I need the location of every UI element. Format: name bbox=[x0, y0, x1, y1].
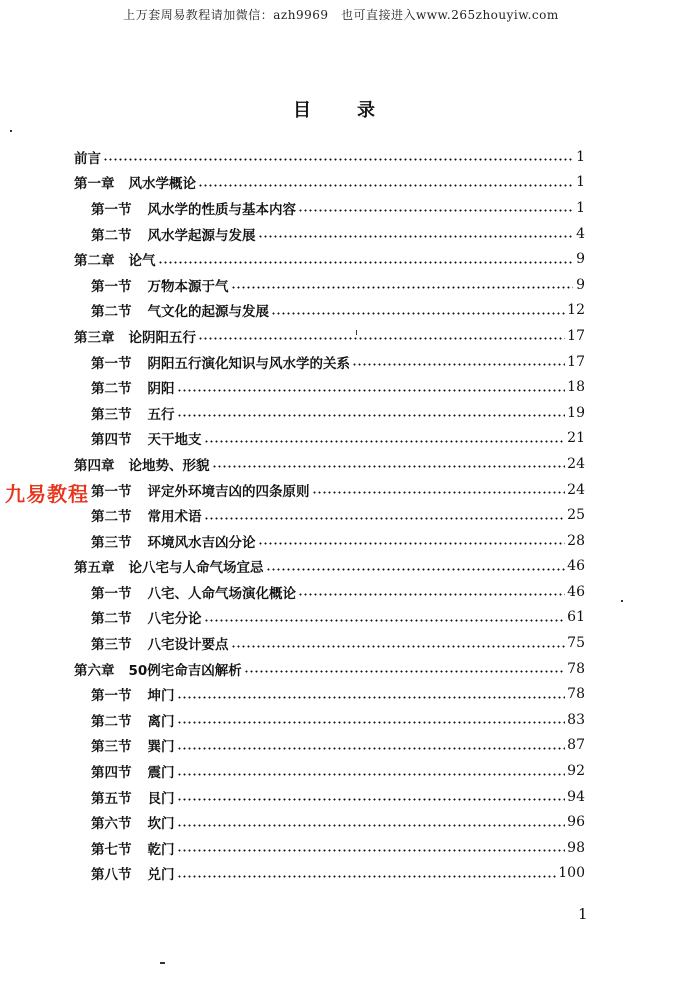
toc-page-number: 1 bbox=[576, 174, 585, 191]
dot-leader bbox=[177, 747, 566, 750]
footer-page-number: 1 bbox=[578, 905, 588, 923]
toc-entry-number: 第一节 bbox=[91, 278, 132, 295]
toc-entry-label bbox=[91, 428, 202, 448]
toc-entry-label bbox=[74, 172, 196, 192]
toc-chapter-row bbox=[74, 451, 585, 477]
toc-section-row bbox=[74, 758, 585, 784]
dot-leader bbox=[231, 286, 574, 289]
dot-leader bbox=[177, 773, 566, 776]
dot-leader bbox=[198, 337, 565, 340]
toc-entry-title: 八宅分论 bbox=[147, 611, 202, 628]
toc-page-number: 83 bbox=[567, 711, 585, 728]
toc-entry-title: 评定外环境吉凶的四条原则 bbox=[147, 483, 310, 500]
toc-page-number: 28 bbox=[567, 532, 585, 549]
toc-page-number: 9 bbox=[576, 276, 585, 293]
toc-page-number: 78 bbox=[567, 660, 585, 677]
toc-entry-title: 八宅、人命气场演化概论 bbox=[147, 585, 296, 602]
toc-page-number: 12 bbox=[567, 302, 585, 319]
toc-page-number: 98 bbox=[567, 839, 585, 856]
toc-page-number: 1 bbox=[576, 148, 585, 165]
toc-entry-number: 第二节 bbox=[91, 509, 132, 526]
dot-leader bbox=[177, 849, 566, 852]
toc-entry-number: 第一节 bbox=[91, 688, 132, 705]
toc-section-row bbox=[74, 809, 585, 835]
toc-entry-number: 第一节 bbox=[91, 585, 132, 602]
toc-entry-number: 第二章 bbox=[74, 253, 115, 270]
dot-leader bbox=[204, 440, 566, 443]
toc-page-number: 9 bbox=[576, 251, 585, 268]
toc-page-number: 75 bbox=[567, 635, 585, 652]
toc-entry-label bbox=[91, 582, 296, 602]
toc-page-number: 46 bbox=[567, 583, 585, 600]
toc-page-number: 61 bbox=[567, 609, 585, 626]
toc-chapter-row bbox=[74, 170, 585, 196]
toc-section-row bbox=[74, 707, 585, 733]
toc-page-number: 87 bbox=[567, 737, 585, 754]
toc-entry-number: 第六节 bbox=[91, 816, 132, 833]
toc-page-number: 46 bbox=[567, 558, 585, 575]
toc-page-number: 1 bbox=[576, 199, 585, 216]
toc-entry-title: 艮门 bbox=[147, 790, 175, 807]
toc-entry-label bbox=[74, 556, 264, 576]
header-note: 上万套周易教程请加微信：azh9969 也可直接进入www.265zhouyiw.com bbox=[123, 8, 559, 22]
toc-page-number: 4 bbox=[576, 225, 585, 242]
toc-entry-label bbox=[91, 275, 229, 295]
toc-entry-number: 第四节 bbox=[91, 432, 132, 449]
toc-entry-title: 论地势、形貌 bbox=[128, 457, 210, 474]
toc-entry-number: 第六章 bbox=[74, 662, 115, 679]
toc-entry-title: 离门 bbox=[147, 713, 175, 730]
toc-chapter-row bbox=[74, 323, 585, 349]
toc-entry-label bbox=[91, 224, 256, 244]
toc-section-row bbox=[74, 681, 585, 707]
scan-speck bbox=[356, 330, 357, 335]
toc-entry-title: 50例宅命吉凶解析 bbox=[128, 662, 242, 679]
toc-entry-number: 第二节 bbox=[91, 713, 132, 730]
toc-section-row bbox=[74, 630, 585, 656]
toc-entry-label bbox=[74, 454, 210, 474]
toc-entry-title: 坤门 bbox=[147, 688, 175, 705]
dot-leader bbox=[177, 721, 566, 724]
toc-entry-title: 坎门 bbox=[147, 816, 175, 833]
toc-section-row bbox=[74, 374, 585, 400]
toc-section-row bbox=[74, 221, 585, 247]
toc-page-number: 92 bbox=[567, 763, 585, 780]
toc-entry-number: 第二节 bbox=[91, 304, 132, 321]
dot-leader bbox=[177, 824, 566, 827]
toc-section-row bbox=[74, 349, 585, 375]
toc-entry-number: 第五节 bbox=[91, 790, 132, 807]
toc-entry-number: 第三章 bbox=[74, 329, 115, 346]
toc-section-row bbox=[74, 784, 585, 810]
toc-entry-label bbox=[91, 403, 175, 423]
scan-speck bbox=[10, 130, 12, 132]
toc-entry-label bbox=[91, 198, 296, 218]
toc-entry-number: 第八节 bbox=[91, 867, 132, 884]
scan-speck bbox=[621, 600, 623, 602]
toc-entry-number: 第一节 bbox=[91, 201, 132, 218]
dot-leader bbox=[312, 491, 566, 494]
toc-entry-label bbox=[91, 300, 269, 320]
dot-leader bbox=[231, 645, 566, 648]
toc-chapter-row bbox=[74, 246, 585, 272]
toc-entry-label bbox=[91, 684, 175, 704]
toc-section-row bbox=[74, 733, 585, 759]
toc-page-number: 17 bbox=[567, 353, 585, 370]
toc-entry-title: 论八宅与人命气场宜忌 bbox=[128, 560, 264, 577]
toc-entry-title: 气文化的起源与发展 bbox=[147, 304, 269, 321]
toc-section-row bbox=[74, 835, 585, 861]
toc-page-number: 78 bbox=[567, 686, 585, 703]
dot-leader bbox=[204, 619, 566, 622]
dot-leader bbox=[298, 209, 573, 212]
toc-entry-label bbox=[91, 377, 175, 397]
toc-entry-label bbox=[74, 659, 242, 679]
toc-entry-label bbox=[91, 505, 202, 525]
toc-entry-label bbox=[74, 326, 196, 346]
toc-entry-label bbox=[91, 531, 256, 551]
toc-entry-label bbox=[91, 480, 310, 500]
toc-entry-label bbox=[74, 147, 101, 167]
dot-leader bbox=[177, 875, 557, 878]
toc-page-number: 19 bbox=[567, 404, 585, 421]
scan-speck bbox=[160, 962, 165, 964]
toc-section-row bbox=[74, 477, 585, 503]
toc-page-number: 25 bbox=[567, 507, 585, 524]
toc-section-row bbox=[74, 861, 585, 887]
toc-entry-title: 风水学概论 bbox=[128, 176, 196, 193]
toc-section-row bbox=[74, 272, 585, 298]
dot-leader bbox=[271, 312, 565, 315]
toc-section-row bbox=[74, 298, 585, 324]
watermark-logo: 九易教程 bbox=[5, 482, 89, 506]
dot-leader bbox=[352, 363, 565, 366]
toc-entry-number: 第四章 bbox=[74, 457, 115, 474]
toc-section-row bbox=[74, 400, 585, 426]
dot-leader bbox=[177, 696, 566, 699]
toc-entry-title: 八宅设计要点 bbox=[147, 637, 229, 654]
toc-page-number: 24 bbox=[567, 455, 585, 472]
toc-entry-title: 阴阳 bbox=[147, 381, 175, 398]
toc-entry-title: 论阴阳五行 bbox=[128, 329, 196, 346]
toc-page-number: 17 bbox=[567, 327, 585, 344]
toc-entry-number: 第四节 bbox=[91, 765, 132, 782]
toc-entry-label bbox=[91, 710, 175, 730]
toc-page-number: 21 bbox=[567, 430, 585, 447]
dot-leader bbox=[298, 593, 565, 596]
toc-entry-label bbox=[91, 607, 202, 627]
toc-entry-title: 常用术语 bbox=[147, 509, 202, 526]
toc-chapter-row bbox=[74, 144, 585, 170]
toc-entry-number: 第二节 bbox=[91, 227, 132, 244]
toc-entry-number: 第二节 bbox=[91, 611, 132, 628]
toc-entry-title: 震门 bbox=[147, 765, 175, 782]
toc-entry-label bbox=[74, 249, 156, 269]
toc-section-row bbox=[74, 605, 585, 631]
toc-entry-number: 第三节 bbox=[91, 637, 132, 654]
toc-entry-number: 第三节 bbox=[91, 534, 132, 551]
toc-chapter-row bbox=[74, 554, 585, 580]
toc-entry-number: 第三节 bbox=[91, 406, 132, 423]
toc-entry-title: 巽门 bbox=[147, 739, 175, 756]
toc-entry-number: 第一章 bbox=[74, 176, 115, 193]
toc-entry-title: 论气 bbox=[128, 253, 156, 270]
toc-entry-title: 阴阳五行演化知识与风水学的关系 bbox=[147, 355, 350, 372]
dot-leader bbox=[177, 798, 566, 801]
toc-entry-title: 环境风水吉凶分论 bbox=[147, 534, 256, 551]
toc-section-row bbox=[74, 528, 585, 554]
toc-entry-number: 第二节 bbox=[91, 381, 132, 398]
toc-entry-title: 风水学起源与发展 bbox=[147, 227, 256, 244]
dot-leader bbox=[177, 414, 566, 417]
toc-entry-number: 第三节 bbox=[91, 739, 132, 756]
toc-entry-title: 乾门 bbox=[147, 841, 175, 858]
toc-page-number: 24 bbox=[567, 481, 585, 498]
toc-entry-label bbox=[91, 633, 229, 653]
dot-leader bbox=[258, 235, 574, 238]
dot-leader bbox=[212, 465, 566, 468]
toc-entry-title: 万物本源于气 bbox=[147, 278, 229, 295]
dot-leader bbox=[258, 542, 566, 545]
dot-leader bbox=[266, 568, 566, 571]
toc-page-number: 18 bbox=[567, 379, 585, 396]
dot-leader bbox=[204, 517, 566, 520]
dot-leader bbox=[103, 158, 573, 161]
page-title: 目 录 bbox=[293, 100, 389, 121]
toc-entry-title: 五行 bbox=[147, 406, 175, 423]
toc-entry-number: 第五章 bbox=[74, 560, 115, 577]
toc-chapter-row bbox=[74, 656, 585, 682]
toc-entry-number: 第一节 bbox=[91, 483, 132, 500]
toc-entry-title: 天干地支 bbox=[147, 432, 202, 449]
toc-entry-number: 第七节 bbox=[91, 841, 132, 858]
toc-entry-label bbox=[91, 352, 350, 372]
dot-leader bbox=[244, 670, 565, 673]
toc-entry-title: 兑门 bbox=[147, 867, 175, 884]
toc-page-number: 94 bbox=[567, 788, 585, 805]
toc-entry-number: 第一节 bbox=[91, 355, 132, 372]
toc-entry-title: 风水学的性质与基本内容 bbox=[147, 201, 296, 218]
toc-page-number: 96 bbox=[567, 814, 585, 831]
toc-section-row bbox=[74, 426, 585, 452]
toc-entry-label bbox=[91, 735, 175, 755]
toc-entry-label bbox=[91, 863, 175, 883]
toc-page-number: 100 bbox=[558, 865, 585, 882]
toc-entry-label bbox=[91, 838, 175, 858]
toc-section-row bbox=[74, 502, 585, 528]
toc-section-row bbox=[74, 195, 585, 221]
toc-section-row bbox=[74, 579, 585, 605]
toc-entry-label bbox=[91, 812, 175, 832]
toc-entry-label bbox=[91, 761, 175, 781]
toc-entry-title: 前言 bbox=[74, 150, 101, 167]
dot-leader bbox=[198, 184, 573, 187]
table-of-contents bbox=[74, 144, 585, 886]
dot-leader bbox=[177, 389, 566, 392]
toc-entry-label bbox=[91, 787, 175, 807]
dot-leader bbox=[158, 261, 574, 264]
